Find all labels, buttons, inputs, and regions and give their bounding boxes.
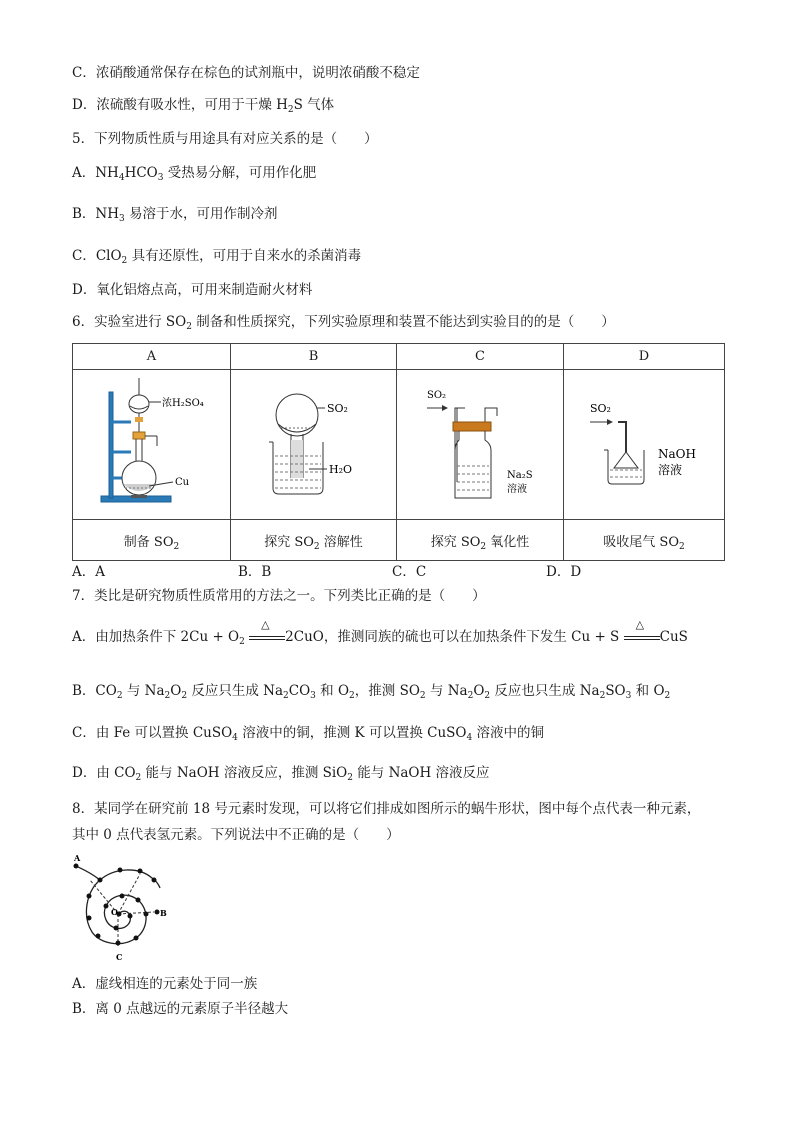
q6-option-d: D．D (546, 564, 582, 580)
q8-option-a: A．虚线相连的元素处于同一族 (72, 976, 258, 992)
cu-label: Cu (175, 477, 190, 488)
b-so2-label: SO₂ (327, 402, 348, 415)
label-a: A (74, 853, 81, 863)
q8-option-b: B．离 0 点越远的元素原子半径越大 (72, 1001, 289, 1017)
apparatus-b-cell (231, 370, 397, 520)
q5-option-d: D．氧化铝熔点高，可用来制造耐火材料 (72, 282, 313, 298)
snail-diagram (70, 852, 180, 964)
q6-option-a: A．A (72, 564, 105, 580)
caption-c: 探究 $SO_2$ 氧化性 (397, 520, 564, 561)
q5-stem: 5．下列物质性质与用途具有对应关系的是（ ） (72, 131, 378, 147)
q8-stem-line2: 其中 0 点代表氢元素。下列说法中不正确的是（ ） (72, 827, 400, 843)
acid-label: 浓H₂SO₄ (162, 398, 204, 409)
label-c: C (116, 952, 123, 962)
q6-options (72, 563, 581, 581)
apparatus-b-diagram (231, 370, 397, 515)
apparatus-d-diagram (564, 370, 725, 515)
q5-option-b: B．$NH_3$ 易溶于水，可用作制冷剂 (72, 206, 278, 224)
q4-option-d: D．浓硫酸有吸水性，可用于干燥 $H_2S$ 气体 (72, 97, 335, 115)
d-solution-label: 溶液 (658, 463, 683, 477)
q7-stem: 7．类比是研究物质性质常用的方法之一。下列类比正确的是（ ） (72, 588, 486, 604)
q4-option-c: C．浓硝酸通常保存在棕色的试剂瓶中，说明浓硝酸不稳定 (72, 65, 420, 81)
q6-stem: 6．实验室进行 $SO_2$ 制备和性质探究，下列实验原理和装置不能达到实验目的的是（ ） (72, 314, 615, 332)
table-header-b: B (231, 344, 397, 370)
q7-option-b: B．$CO_2$ 与 $Na_2O_2$ 反应只生成 $Na_2CO_3$ 和 $O_2$，推测 $SO_2$ 与 $Na_2O_2$ 反应也只生成 $Na_2SO_3$ 和 $O_2$ (72, 683, 671, 701)
heat-arrow-2: △ (624, 629, 660, 647)
label-b: B (160, 908, 167, 918)
d-so2-label: SO₂ (590, 402, 611, 415)
table-header-d: D (564, 344, 725, 370)
table-header-c: C (397, 344, 564, 370)
q5-option-c: C．ClO$_2$ 具有还原性，可用于自来水的杀菌消毒 (72, 248, 362, 266)
experiment-table (72, 343, 725, 561)
caption-a: 制备 $SO_2$ (73, 520, 231, 561)
q6-option-b: B．B (238, 564, 272, 580)
heat-arrow-1: △ (249, 629, 285, 647)
b-h2o-label: H₂O (329, 463, 353, 476)
q7-option-c: C．由 Fe 可以置换 CuSO$_4$ 溶液中的铜，推测 K 可以置换 CuSO$_4$ 溶液中的铜 (72, 725, 545, 743)
c-na2s-label: Na₂S (507, 470, 533, 481)
apparatus-c-cell (397, 370, 564, 520)
d-naoh-label: NaOH (658, 447, 696, 461)
apparatus-a-diagram (73, 370, 231, 515)
caption-d: 吸收尾气 $SO_2$ (564, 520, 725, 561)
apparatus-c-diagram (397, 370, 564, 515)
apparatus-a-cell (73, 370, 231, 520)
table-header-a: A (73, 344, 231, 370)
label-o: O (111, 907, 118, 917)
caption-b: 探究 $SO_2$ 溶解性 (231, 520, 397, 561)
apparatus-d-cell (564, 370, 725, 520)
q7-option-d: D．由 $CO_2$ 能与 NaOH 溶液反应，推测 SiO$_2$ 能与 NaOH 溶液反应 (72, 765, 490, 783)
q6-option-c: C．C (392, 564, 427, 580)
q5-option-a: A．$NH_4HCO_3$ 受热易分解，可用作化肥 (72, 165, 317, 183)
c-solution-label: 溶液 (507, 484, 527, 495)
q8-stem-line1: 8．某同学在研究前 18 号元素时发现，可以将它们排成如图所示的蜗牛形状，图中每个点代表一种元素， (72, 801, 701, 817)
c-so2-label: SO₂ (427, 390, 447, 401)
q7-option-a: A．由加热条件下 $2Cu + O_2$ △ 2CuO，推测同族的硫也可以在加热条件下发生 Cu + S △ CuS (72, 617, 688, 647)
